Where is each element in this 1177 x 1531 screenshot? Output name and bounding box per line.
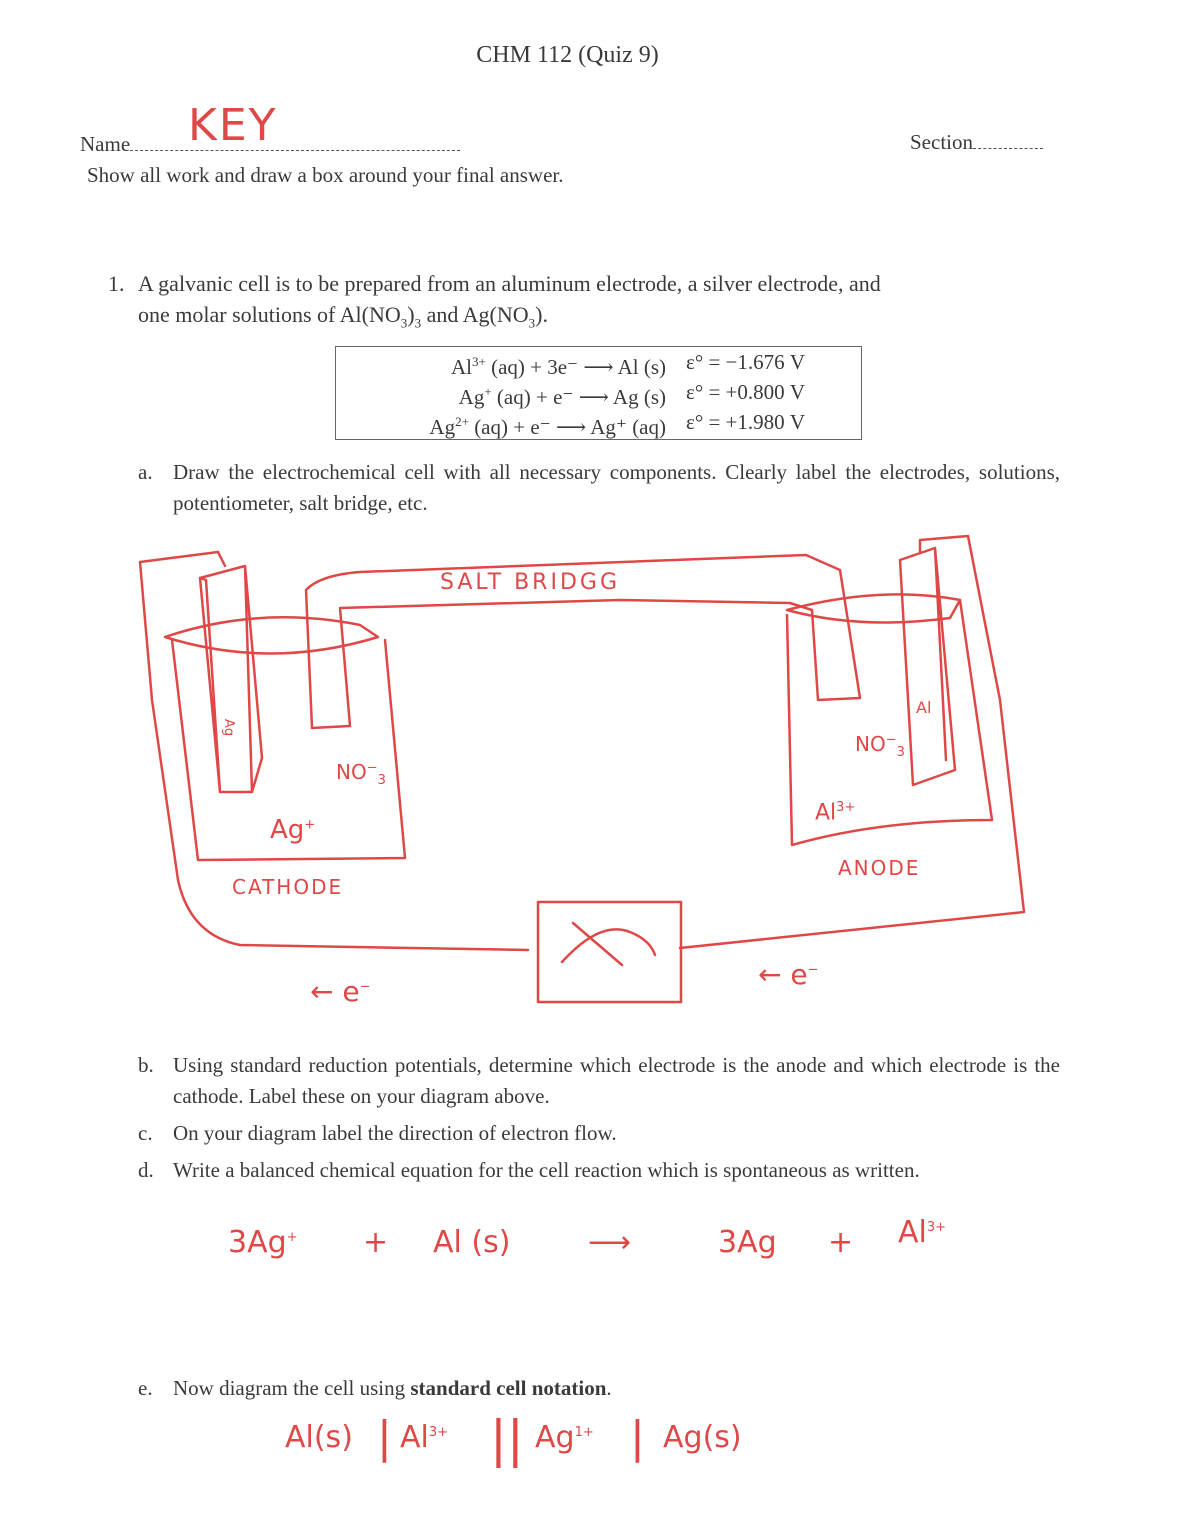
name-label: Name bbox=[80, 132, 131, 156]
cathode-label: CATHODE bbox=[232, 875, 344, 899]
right-cation-label: $Al^{3+}$ bbox=[815, 800, 856, 826]
electron-flow-left: ← e− bbox=[310, 975, 371, 1008]
question-text-line2: one molar solutions of $Al(NO_3)_3$ and $Ag(NO_3)$. bbox=[138, 302, 548, 331]
anode-label: ANODE bbox=[838, 856, 921, 880]
page-title: CHM 112 (Quiz 9) bbox=[476, 42, 659, 68]
name-value: KEY bbox=[188, 100, 278, 151]
right-anion-label: $NO^-_3$ bbox=[855, 732, 905, 760]
potential-row: $Al^{3+}$ (aq) + 3e⁻ ⟶ Al (s) ε° = −1.676 V bbox=[450, 350, 806, 379]
potential-row: $Ag^{2+}$ (aq) + e⁻ ⟶ Ag⁺ (aq) ε° = +1.980 V bbox=[429, 410, 806, 439]
potential-row: Ag+ (aq) + e⁻ ⟶ Ag (s) ε° = +0.800 V bbox=[458, 380, 806, 409]
al-electrode-label: Al bbox=[916, 698, 932, 717]
balanced-equation-answer: 3Ag+ + Al (s) ⟶ 3Ag + $Al^{3+}$ bbox=[228, 1215, 947, 1260]
electron-flow-right: ← e− bbox=[758, 958, 819, 991]
potentiometer bbox=[538, 902, 681, 1002]
salt-bridge-label: SALT BRIDGG bbox=[440, 570, 620, 595]
al-electrode bbox=[900, 548, 955, 785]
ag-electrode bbox=[200, 566, 262, 792]
question-text-line1: A galvanic cell is to be prepared from an aluminum electrode, a silver electrode, and bbox=[138, 271, 881, 296]
part-e: e. Now diagram the cell using standard cell notation. bbox=[138, 1376, 612, 1400]
part-d: d. Write a balanced chemical equation for the cell reaction which is spontaneous as written. bbox=[138, 1158, 920, 1182]
left-anion-label: $NO^-_3$ bbox=[336, 760, 386, 788]
instructions: Show all work and draw a box around your final answer. bbox=[87, 163, 564, 187]
section-label: Section bbox=[910, 130, 973, 154]
question-number: 1. bbox=[108, 271, 125, 296]
ag-electrode-label: Ag bbox=[221, 718, 237, 737]
left-cation-label: Ag+ bbox=[270, 815, 316, 845]
part-c: c. On your diagram label the direction of electron flow. bbox=[138, 1121, 617, 1145]
cell-notation-answer: Al(s) | $Al^{3+}$ || $Ag^{1+}$ | Ag(s) bbox=[285, 1410, 742, 1468]
part-a: a. Draw the electrochemical cell with all necessary components. Clearly label the electrodes, solutions, potentiometer, salt bridge, etc. bbox=[138, 460, 1060, 515]
part-b: b. Using standard reduction potentials, determine which electrode is the anode and which electrode is the cathode. Label these on your diagram above. bbox=[138, 1053, 1060, 1108]
